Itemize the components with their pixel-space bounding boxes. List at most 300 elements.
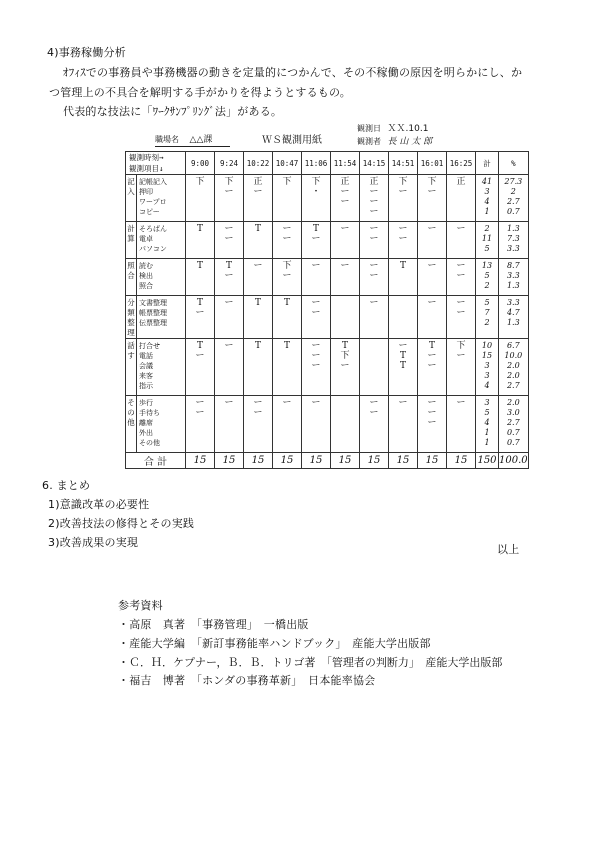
totals-row	[126, 453, 529, 469]
percent-header: %	[499, 152, 529, 175]
count-value: 2	[484, 318, 490, 327]
tally-mark: ー	[195, 398, 205, 408]
work-sampling-table	[125, 151, 529, 469]
tally-mark: ー	[311, 234, 321, 244]
grand-percent: 100.0	[499, 453, 529, 469]
tally-mark: ー	[369, 298, 379, 308]
tally-cell	[186, 259, 215, 296]
tally-mark: T	[196, 224, 203, 234]
category-char: 合	[127, 271, 135, 280]
tally-cell	[302, 296, 331, 339]
count-value: 11	[481, 234, 493, 243]
tally-mark: 下	[340, 351, 350, 361]
category-label	[126, 296, 137, 339]
category-char: 入	[127, 187, 135, 196]
item-label: 会議	[139, 362, 153, 370]
percent-value: 6.7	[506, 341, 520, 350]
tally-mark: ー	[195, 351, 205, 361]
tally-cell	[302, 175, 331, 222]
tally-mark: ー	[427, 418, 437, 428]
tally-mark: ー	[369, 207, 379, 217]
percent-value: 1.3	[506, 224, 520, 233]
tally-cell	[418, 259, 447, 296]
tally-mark: 下	[282, 261, 292, 271]
reference-item-1: ・高原 真著 「事務管理」 一橋出版	[118, 618, 309, 631]
category-char: 話	[127, 341, 135, 350]
category-label	[126, 339, 137, 396]
time-header: 16:25	[447, 152, 476, 175]
item-list	[137, 175, 186, 222]
tally-mark: ー	[427, 408, 437, 418]
tally-mark: ー	[195, 308, 205, 318]
category-char: 計	[127, 224, 135, 233]
count-value: 4	[484, 381, 490, 390]
item-list	[137, 222, 186, 259]
percent-value: 2.0	[506, 361, 520, 370]
total-cell: 15	[186, 453, 215, 469]
count-value: 3	[484, 361, 490, 370]
item-label: 歩行	[139, 399, 153, 407]
section-4-paragraph-line3: 代表的な技法に「ﾜｰｸｻﾝﾌﾟﾘﾝｸﾞ法」がある。	[63, 105, 283, 118]
tally-mark: T	[399, 361, 406, 371]
percent-cell	[499, 396, 529, 453]
tally-mark: T	[283, 341, 290, 351]
category-char: 照	[127, 261, 135, 270]
percent-value: 3.3	[506, 244, 520, 253]
tally-mark: ー	[398, 234, 408, 244]
tally-mark: ー	[282, 271, 292, 281]
tally-mark: T	[196, 341, 203, 351]
tally-mark: ー	[224, 234, 234, 244]
category-char: 算	[127, 234, 135, 243]
tally-mark: ー	[311, 308, 321, 318]
tally-cell	[418, 175, 447, 222]
total-cell: 15	[389, 453, 418, 469]
count-cell	[476, 175, 499, 222]
tally-cell	[418, 339, 447, 396]
tally-mark: ー	[398, 224, 408, 234]
item-label: そろばん	[139, 225, 167, 233]
tally-mark: ー	[253, 408, 263, 418]
tally-cell	[302, 339, 331, 396]
count-cell	[476, 396, 499, 453]
time-header: 11:06	[302, 152, 331, 175]
tally-mark: ・	[311, 187, 321, 197]
tally-cell	[389, 296, 418, 339]
percent-value: 0.7	[506, 428, 520, 437]
total-cell: 15	[302, 453, 331, 469]
department-value: △△課	[189, 135, 213, 145]
tally-mark: T	[225, 261, 232, 271]
observer-value: 長 山 太 郎	[387, 137, 433, 147]
tally-mark: ー	[311, 398, 321, 408]
count-value: 1	[484, 438, 490, 447]
item-label: 電卓	[139, 235, 153, 243]
tally-mark: T	[196, 261, 203, 271]
category-char: す	[127, 351, 135, 360]
tally-cell	[244, 259, 273, 296]
tally-mark: ー	[427, 224, 437, 234]
tally-mark: ー	[282, 234, 292, 244]
item-label: 照合	[139, 282, 153, 290]
table-row	[126, 175, 529, 222]
tally-mark: ー	[456, 271, 466, 281]
tally-mark: ー	[224, 298, 234, 308]
count-value: 3	[484, 398, 490, 407]
reference-item-3: ・Ｃ．Ｈ．ケプナー，Ｂ．Ｂ．トリゴ著 「管理者の判断力」 産能大学出版部	[118, 656, 503, 669]
section-6-heading: 6. まとめ	[42, 479, 91, 492]
table-header-row	[126, 152, 529, 175]
item-list	[137, 296, 186, 339]
tally-cell	[389, 222, 418, 259]
percent-value: 4.7	[506, 308, 520, 317]
percent-value: 3.0	[506, 408, 520, 417]
tally-cell	[389, 396, 418, 453]
tally-mark: 下	[311, 177, 321, 187]
tally-mark: ー	[369, 271, 379, 281]
tally-mark: ー	[224, 271, 234, 281]
total-cell: 15	[447, 453, 476, 469]
percent-value: 2.0	[506, 398, 520, 407]
count-value: 10	[481, 341, 493, 350]
tally-mark: ー	[427, 187, 437, 197]
tally-mark: ー	[340, 197, 350, 207]
count-value: 2	[484, 281, 490, 290]
percent-value: 2	[510, 187, 516, 196]
tally-cell	[331, 175, 360, 222]
date-value: ＸＸ.10.1	[387, 124, 429, 134]
percent-value: 10.0	[504, 351, 523, 360]
tally-cell	[447, 222, 476, 259]
tally-mark: ー	[427, 298, 437, 308]
tally-mark: ー	[427, 351, 437, 361]
count-cell	[476, 296, 499, 339]
category-char: 他	[127, 418, 135, 427]
percent-value: 7.3	[506, 234, 520, 243]
corner-header	[126, 152, 186, 175]
total-cell: 15	[360, 453, 389, 469]
count-value: 5	[484, 271, 490, 280]
tally-cell	[360, 296, 389, 339]
category-label	[126, 222, 137, 259]
reference-item-2: ・産能大学編 「新訂事務能率ハンドブック」 産能大学出版部	[118, 637, 431, 650]
tally-mark: T	[254, 224, 261, 234]
closing-mark: 以上	[497, 543, 520, 556]
tally-cell	[418, 222, 447, 259]
reference-item-4: ・福吉 博著 「ホンダの事務革新」 日本能率協会	[118, 674, 376, 687]
tally-mark: T	[254, 298, 261, 308]
total-cell: 15	[418, 453, 447, 469]
item-list	[137, 339, 186, 396]
tally-mark: T	[254, 341, 261, 351]
tally-cell	[244, 296, 273, 339]
tally-mark: T	[341, 341, 348, 351]
totals-label: 合 計	[126, 453, 186, 469]
tally-cell	[186, 222, 215, 259]
percent-cell	[499, 222, 529, 259]
references-heading: 参考資料	[118, 599, 163, 612]
tally-cell	[447, 175, 476, 222]
tally-mark: 正	[369, 177, 379, 187]
total-cell: 15	[273, 453, 302, 469]
tally-mark: ー	[456, 398, 466, 408]
tally-mark: ー	[456, 261, 466, 271]
tally-cell	[186, 175, 215, 222]
tally-cell	[273, 339, 302, 396]
tally-mark: 下	[427, 177, 437, 187]
department-field	[155, 132, 230, 147]
count-value: 41	[481, 177, 493, 186]
tally-cell	[360, 222, 389, 259]
tally-cell	[389, 339, 418, 396]
tally-mark: ー	[369, 234, 379, 244]
percent-value: 27.3	[504, 177, 523, 186]
percent-value: 8.7	[506, 261, 520, 270]
tally-mark: 正	[456, 177, 466, 187]
tally-cell	[273, 222, 302, 259]
tally-cell	[215, 175, 244, 222]
tally-cell	[447, 296, 476, 339]
tally-mark: ー	[253, 187, 263, 197]
tally-cell	[273, 175, 302, 222]
tally-mark: ー	[282, 224, 292, 234]
tally-cell	[331, 296, 360, 339]
table-row	[126, 296, 529, 339]
tally-cell	[418, 296, 447, 339]
tally-cell	[244, 175, 273, 222]
tally-cell	[215, 296, 244, 339]
tally-mark: 下	[224, 177, 234, 187]
tally-mark: ー	[311, 341, 321, 351]
count-value: 5	[484, 244, 490, 253]
tally-cell	[215, 222, 244, 259]
category-char: 類	[127, 308, 135, 317]
summary-item-3: 3)改善成果の実現	[48, 536, 139, 549]
tally-cell	[360, 259, 389, 296]
tally-mark: T	[312, 224, 319, 234]
tally-cell	[273, 259, 302, 296]
tally-mark: ー	[282, 398, 292, 408]
percent-value: 2.7	[506, 381, 520, 390]
tally-cell	[447, 339, 476, 396]
item-label: 伝票整理	[139, 319, 167, 327]
grand-total: 150	[476, 453, 499, 469]
time-header: 9:00	[186, 152, 215, 175]
tally-mark: ー	[340, 187, 350, 197]
percent-value: 0.7	[506, 207, 520, 216]
item-list	[137, 259, 186, 296]
percent-cell	[499, 175, 529, 222]
tally-mark: ー	[369, 408, 379, 418]
form-title: ＷＳ観測用紙	[262, 135, 322, 146]
tally-mark: ー	[224, 187, 234, 197]
tally-cell	[389, 175, 418, 222]
tally-cell	[186, 396, 215, 453]
time-header: 16:01	[418, 152, 447, 175]
tally-mark: ー	[340, 361, 350, 371]
item-label: ワープロ	[139, 198, 167, 206]
tally-mark: ー	[195, 408, 205, 418]
tally-cell	[360, 396, 389, 453]
tally-cell	[186, 339, 215, 396]
item-label: その他	[139, 439, 160, 447]
tally-cell	[186, 296, 215, 339]
item-label: 電話	[139, 352, 153, 360]
tally-mark: T	[399, 351, 406, 361]
count-value: 13	[481, 261, 493, 270]
tally-mark: ー	[456, 298, 466, 308]
count-value: 2	[484, 224, 490, 233]
tally-mark: ー	[311, 351, 321, 361]
category-label	[126, 175, 137, 222]
percent-cell	[499, 296, 529, 339]
tally-mark: ー	[311, 298, 321, 308]
category-label	[126, 259, 137, 296]
item-list	[137, 396, 186, 453]
category-char: 分	[127, 298, 135, 307]
category-char: そ	[127, 398, 135, 407]
tally-mark: 下	[398, 177, 408, 187]
tally-cell	[215, 259, 244, 296]
count-value: 3	[484, 187, 490, 196]
percent-value: 2.7	[506, 418, 520, 427]
count-value: 3	[484, 371, 490, 380]
summary-item-2: 2)改善技法の修得とその実践	[48, 517, 195, 530]
count-value: 5	[484, 298, 490, 307]
tally-cell	[302, 396, 331, 453]
tally-mark: ー	[369, 261, 379, 271]
count-cell	[476, 222, 499, 259]
item-label: 指示	[139, 382, 153, 390]
corner-header-line1: 観測時刻→	[129, 153, 164, 162]
observer-field	[357, 134, 432, 147]
percent-cell	[499, 259, 529, 296]
tally-mark: ー	[456, 308, 466, 318]
count-cell	[476, 259, 499, 296]
tally-mark: ー	[224, 341, 234, 351]
tally-cell	[360, 339, 389, 396]
percent-cell	[499, 339, 529, 396]
count-cell	[476, 339, 499, 396]
count-value: 1	[484, 428, 490, 437]
total-cell: 15	[244, 453, 273, 469]
tally-cell	[418, 396, 447, 453]
tally-cell	[273, 396, 302, 453]
tally-mark: ー	[427, 398, 437, 408]
tally-cell	[244, 339, 273, 396]
tally-mark: ー	[398, 187, 408, 197]
tally-mark: T	[283, 298, 290, 308]
time-header: 10:47	[273, 152, 302, 175]
tally-mark: ー	[253, 261, 263, 271]
item-label: 手待ち	[139, 409, 160, 417]
item-label: 読む	[139, 262, 153, 270]
summary-item-1: 1)意識改革の必要性	[48, 498, 150, 511]
item-label: 来客	[139, 372, 153, 380]
tally-mark: ー	[340, 224, 350, 234]
item-label: 記帳記入	[139, 178, 167, 186]
tally-mark: T	[428, 341, 435, 351]
tally-mark: T	[196, 298, 203, 308]
tally-cell	[302, 259, 331, 296]
time-header: 14:51	[389, 152, 418, 175]
section-4-heading: 4)事務稼働分析	[47, 46, 126, 59]
tally-mark: ー	[456, 224, 466, 234]
category-char: の	[127, 408, 135, 417]
tally-mark: ー	[427, 261, 437, 271]
percent-value: 0.7	[506, 438, 520, 447]
item-label: コピー	[139, 208, 160, 216]
time-header: 9:24	[215, 152, 244, 175]
category-char: 記	[127, 177, 135, 186]
percent-value: 2.0	[506, 371, 520, 380]
item-label: 文書整理	[139, 299, 167, 307]
tally-mark: 正	[253, 177, 263, 187]
tally-mark: ー	[253, 398, 263, 408]
tally-mark: 正	[340, 177, 350, 187]
item-label: 外出	[139, 429, 153, 437]
count-value: 15	[481, 351, 493, 360]
tally-mark: ー	[427, 361, 437, 371]
date-label: 観測日	[357, 124, 381, 133]
section-4-paragraph-line2: つ管理上の不具合を解明する手がかりを得ようとするもの。	[49, 86, 351, 99]
item-label: 打合せ	[139, 342, 160, 350]
tally-mark: ー	[369, 398, 379, 408]
tally-cell	[302, 222, 331, 259]
tally-mark: 下	[282, 177, 292, 187]
tally-mark: ー	[224, 398, 234, 408]
section-4-paragraph-line1: ｵﾌｨｽでの事務員や事務機器の動きを定量的につかんで、その不稼働の原因を明らかにし、か	[63, 66, 523, 79]
total-cell: 15	[331, 453, 360, 469]
tally-cell	[447, 259, 476, 296]
category-char: 理	[127, 328, 135, 337]
tally-mark: T	[399, 261, 406, 271]
percent-value: 1.3	[506, 281, 520, 290]
tally-mark: ー	[369, 197, 379, 207]
tally-mark: ー	[369, 187, 379, 197]
tally-cell	[273, 296, 302, 339]
tally-mark: ー	[340, 261, 350, 271]
tally-mark: ー	[311, 361, 321, 371]
tally-cell	[244, 222, 273, 259]
tally-mark: 下	[195, 177, 205, 187]
percent-value: 1.3	[506, 318, 520, 327]
item-label: 検出	[139, 272, 153, 280]
item-label: 押印	[139, 188, 153, 196]
tally-cell	[331, 339, 360, 396]
item-label: パソコン	[139, 245, 167, 253]
time-header: 11:54	[331, 152, 360, 175]
tally-cell	[331, 259, 360, 296]
department-label: 職場名	[155, 135, 179, 144]
table-row	[126, 396, 529, 453]
item-label: 離席	[139, 419, 153, 427]
tally-mark: ー	[311, 261, 321, 271]
count-value: 4	[484, 197, 490, 206]
percent-value: 2.7	[506, 197, 520, 206]
corner-header-line2: 観測項目↓	[129, 164, 164, 173]
percent-value: 3.3	[506, 271, 520, 280]
count-header: 計	[476, 152, 499, 175]
observer-label: 観測者	[357, 137, 381, 146]
tally-cell	[215, 396, 244, 453]
tally-cell	[215, 339, 244, 396]
total-cell: 15	[215, 453, 244, 469]
tally-mark: 下	[456, 341, 466, 351]
tally-mark: ー	[456, 351, 466, 361]
count-value: 4	[484, 418, 490, 427]
count-value: 1	[484, 207, 490, 216]
